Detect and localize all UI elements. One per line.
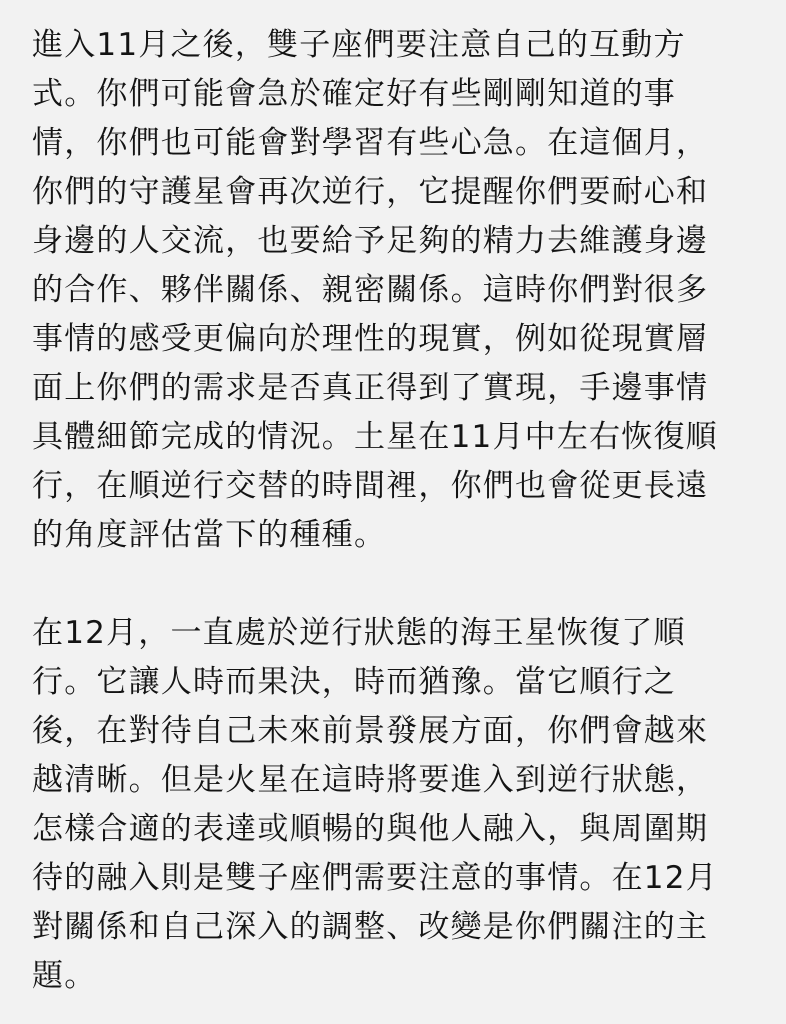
text-line: 對關係和自己深入的調整、改變是你們關注的主 [32,909,709,945]
text-line: 越清晰。但是火星在這時將要進入到逆行狀態， [32,762,709,798]
text-line: 事情的感受更偏向於理性的現實，例如從現實層 [32,321,709,357]
text-line: 具體細節完成的情況。土星在11月中左右恢復順 [32,419,718,455]
paragraph-december [32,609,752,1001]
text-line: 進入11月之後，雙子座們要注意自己的互動方 [32,27,686,63]
text-line: 的角度評估當下的種種。 [32,517,387,553]
text-line: 行，在順逆行交替的時間裡，你們也會從更長遠 [32,468,709,504]
text-line: 的合作、夥伴關係、親密關係。這時你們對很多 [32,272,709,308]
text-line: 在12月，一直處於逆行狀態的海王星恢復了順 [32,615,686,651]
article-body [32,21,752,1001]
text-line: 你們的守護星會再次逆行，它提醒你們要耐心和 [32,174,709,210]
paragraph-november [32,21,752,560]
text-line: 行。它讓人時而果決，時而猶豫。當它順行之 [32,664,676,700]
text-line: 後，在對待自己未來前景發展方面，你們會越來 [32,713,709,749]
text-line: 怎樣合適的表達或順暢的與他人融入，與周圍期 [32,811,709,847]
text-line: 面上你們的需求是否真正得到了實現，手邊事情 [32,370,709,406]
text-line: 題。 [32,958,97,994]
text-line: 情，你們也可能會對學習有些心急。在這個月， [32,125,709,161]
text-line: 式。你們可能會急於確定好有些剛剛知道的事 [32,76,676,112]
text-line: 待的融入則是雙子座們需要注意的事情。在12月 [32,860,718,896]
text-line: 身邊的人交流，也要給予足夠的精力去維護身邊 [32,223,709,259]
